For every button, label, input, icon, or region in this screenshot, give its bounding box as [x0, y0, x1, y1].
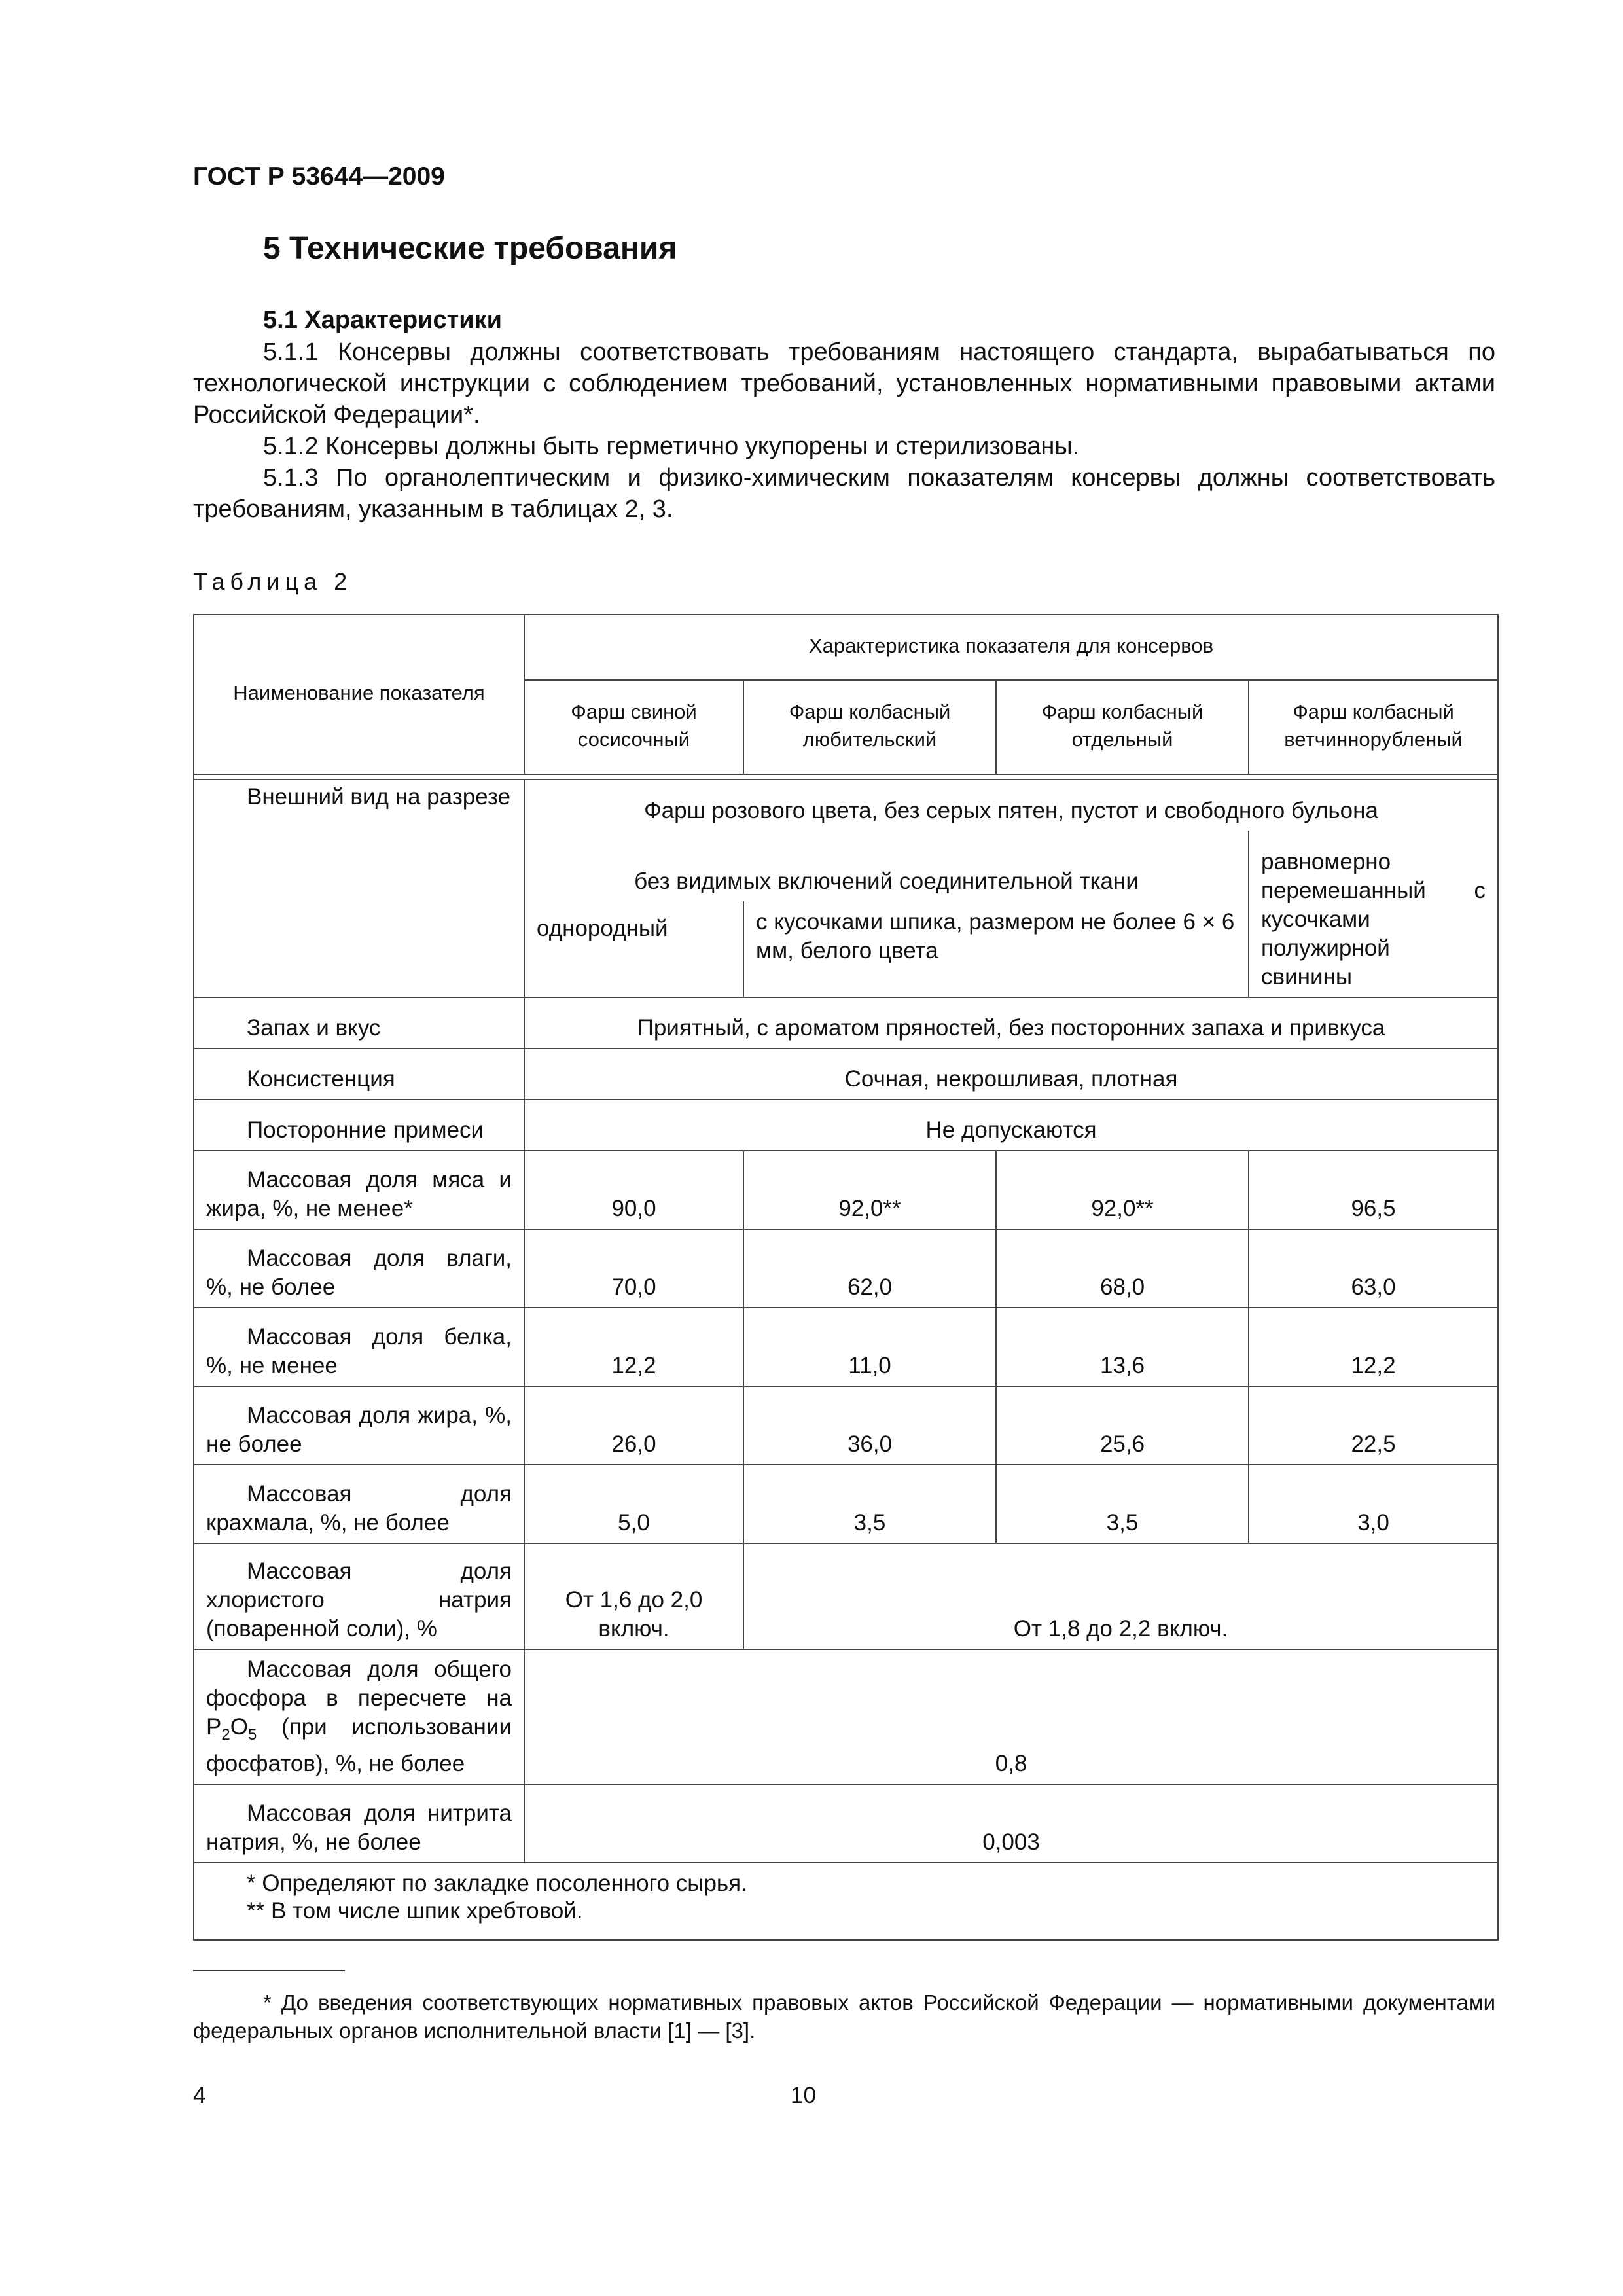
requirements-table [193, 614, 1499, 1941]
section-title: 5 Технические требования [263, 231, 677, 266]
header-col-4: Фарш колбасный ветчиннорубленый [1249, 680, 1498, 774]
page-number: 4 [193, 2083, 206, 2108]
table-notes [194, 1863, 1498, 1940]
table-row [194, 1229, 1498, 1308]
sheet-number: 10 [791, 2083, 816, 2108]
table-row [194, 1151, 1498, 1229]
row-value: 12,2 [1249, 1308, 1498, 1386]
row-appearance-name: Внешний вид на разрезе [194, 780, 524, 997]
row-name: Массовая доля влаги, %, не более [194, 1229, 524, 1308]
row-nitrite-value: 0,003 [524, 1784, 1498, 1863]
row-value: 11,0 [743, 1308, 996, 1386]
header-name-col: Наименование показателя [194, 615, 524, 774]
table-row [194, 1386, 1498, 1465]
table-note: ** В том числе шпик хребтовой. [247, 1898, 583, 1924]
table-row [194, 1308, 1498, 1386]
header-col-1: Фарш свиной сосисочный [524, 680, 743, 774]
paragraph-5-1-2: 5.1.2 Консервы должны быть герметично укупорены и стерилизованы. [263, 433, 1080, 460]
row-phosphorus-name: Массовая доля общего фосфора в пересчете на $P_2O_5$ (при использовании фосфатов), %, не более [194, 1649, 524, 1784]
row-value: 90,0 [524, 1151, 743, 1229]
row-consistency-value: Сочная, некрошливая, плотная [524, 1049, 1498, 1100]
row-name: Массовая доля мяса и жира, %, не менее* [194, 1151, 524, 1229]
row-value: 92,0** [743, 1151, 996, 1229]
table-note: * Определяют по закладке посоленного сырья. [247, 1871, 747, 1896]
row-smell-name: Запах и вкус [194, 997, 524, 1049]
row-salt-name: Массовая доля хлористого натрия (поваренной соли), % [194, 1543, 524, 1649]
row-consistency-name: Консистенция [194, 1049, 524, 1100]
row-value: 63,0 [1249, 1229, 1498, 1308]
row-value: 96,5 [1249, 1151, 1498, 1229]
table-caption: Таблица 2 [193, 568, 353, 595]
row-value: 22,5 [1249, 1386, 1498, 1465]
row-name: Массовая доля крахмала, %, не более [194, 1465, 524, 1543]
row-phosphorus-value: 0,8 [524, 1649, 1498, 1784]
row-smell-value: Приятный, с ароматом пряностей, без посторонних запаха и привкуса [524, 997, 1498, 1049]
footnote: * До введения соответствующих нормативных правовых актов Российской Федерации — нормативными документами федеральных органов исполнительной власти [1] — [3]. [193, 1990, 1495, 2043]
row-value: 3,0 [1249, 1465, 1498, 1543]
appearance-common: Фарш розового цвета, без серых пятен, пустот и свободного бульона [524, 780, 1498, 831]
row-value: 3,5 [743, 1465, 996, 1543]
header-col-3: Фарш колбасный отдельный [996, 680, 1249, 774]
header-col-2: Фарш колбасный любительский [743, 680, 996, 774]
row-salt-first: От 1,6 до 2,0 включ. [524, 1543, 743, 1649]
row-name: Массовая доля жира, %, не более [194, 1386, 524, 1465]
row-value: 92,0** [996, 1151, 1249, 1229]
header-separator [194, 774, 1498, 780]
row-value: 36,0 [743, 1386, 996, 1465]
appearance-with-fat: с кусочками шпика, размером не более 6 × 6 мм, белого цвета [743, 901, 1249, 998]
table-row [194, 1465, 1498, 1543]
row-value: 70,0 [524, 1229, 743, 1308]
row-name: Массовая доля белка, %, не менее [194, 1308, 524, 1386]
row-value: 3,5 [996, 1465, 1249, 1543]
paragraph-5-1-1: 5.1.1 Консервы должны соответствовать требованиям настоящего стандарта, вырабатываться по технологической инструкции с соблюдением требований, установленных нормативными правовыми актами Российской Федерации*. [193, 338, 1495, 429]
row-value: 25,6 [996, 1386, 1249, 1465]
row-impurities-name: Посторонние примеси [194, 1100, 524, 1151]
paragraph-5-1-3: 5.1.3 По органолептическим и физико-химическим показателям консервы должны соответствовать требованиям, указанным в таблицах 2, 3. [193, 464, 1495, 523]
row-value: 62,0 [743, 1229, 996, 1308]
appearance-mixed: равномерно перемешанный с кусочками полужирной свинины [1249, 831, 1498, 997]
row-value: 5,0 [524, 1465, 743, 1543]
subsection-title: 5.1 Характеристики [263, 306, 503, 334]
row-value: 26,0 [524, 1386, 743, 1465]
row-value: 12,2 [524, 1308, 743, 1386]
appearance-homogeneous: однородный [524, 901, 743, 998]
standard-code: ГОСТ Р 53644—2009 [193, 162, 445, 190]
header-group: Характеристика показателя для консервов [524, 615, 1498, 680]
footnote-divider [193, 1970, 345, 1971]
row-salt-rest: От 1,8 до 2,2 включ. [743, 1543, 1498, 1649]
row-value: 68,0 [996, 1229, 1249, 1308]
body-paragraphs [193, 336, 1495, 525]
row-impurities-value: Не допускаются [524, 1100, 1498, 1151]
row-value: 13,6 [996, 1308, 1249, 1386]
appearance-no-inclusions: без видимых включений соединительной ткани [524, 831, 1249, 901]
row-nitrite-name: Массовая доля нитрита натрия, %, не более [194, 1784, 524, 1863]
